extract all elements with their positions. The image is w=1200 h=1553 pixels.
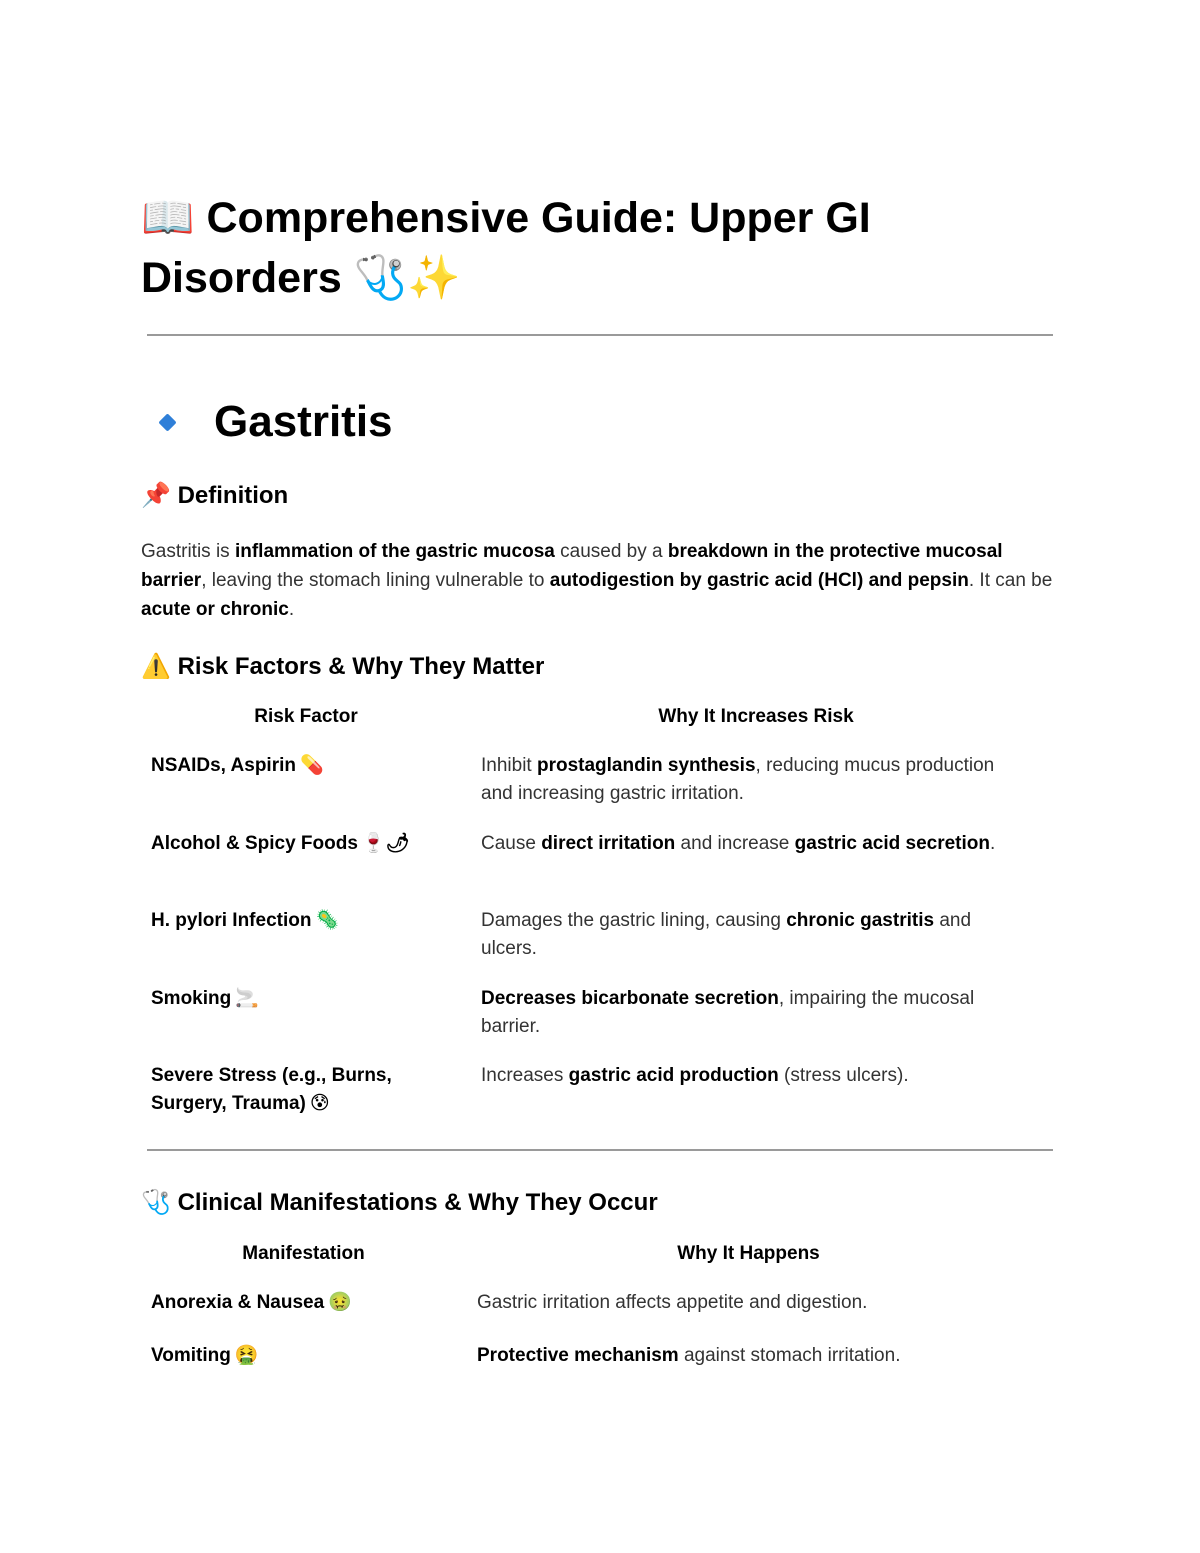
definition-paragraph xyxy=(141,537,1056,624)
definition-bold-text: inflammation of the gastric mucosa xyxy=(234,541,555,562)
risk-factor-name: H. pylori Infection xyxy=(151,910,312,931)
risk-factor-reason xyxy=(481,985,1001,1041)
page-title xyxy=(141,188,1056,308)
manifestation-name: Anorexia & Nausea xyxy=(151,1292,325,1313)
reason-text: Cause xyxy=(481,833,542,854)
cigarette-icon: 🚬 xyxy=(235,988,259,1009)
definition-text: Gastritis is xyxy=(141,541,235,562)
reason-text: (stress ulcers). xyxy=(778,1065,909,1086)
reason-bold-text: Protective mechanism xyxy=(477,1345,679,1366)
page-title-text: Comprehensive Guide: Upper GI Disorders xyxy=(141,194,871,302)
definition-bold-text: autodigestion by gastric acid (HCl) and pepsin xyxy=(549,570,969,591)
sparkles-icon: ✨ xyxy=(407,254,461,302)
reason-text: Inhibit xyxy=(481,755,537,776)
manifestation-reason xyxy=(477,1289,1037,1317)
clinical-heading xyxy=(141,1187,658,1219)
reason-bold-text: gastric acid secretion xyxy=(794,833,991,854)
risk-factor-reason xyxy=(481,907,1011,963)
risk-factors-heading xyxy=(141,651,544,683)
reason-text: Damages the gastric lining, causing xyxy=(481,910,787,931)
table-header-manifestation: Manifestation xyxy=(242,1243,365,1264)
reason-bold-text: chronic gastritis xyxy=(786,910,935,931)
pill-icon: 💊 xyxy=(300,755,324,776)
divider xyxy=(147,334,1053,336)
table-header-why: Why It Increases Risk xyxy=(658,706,854,727)
risk-factor-name: Severe Stress (e.g., Burns, Surgery, Trauma) xyxy=(151,1065,392,1114)
table-row xyxy=(151,1342,451,1370)
reason-bold-text: prostaglandin synthesis xyxy=(536,755,756,776)
risk-factor-name: Alcohol & Spicy Foods xyxy=(151,833,358,854)
warning-icon: ⚠️ xyxy=(141,653,171,680)
table-header-risk-factor: Risk Factor xyxy=(254,706,358,727)
risk-factor-name: NSAIDs, Aspirin xyxy=(151,755,296,776)
clinical-heading-text: Clinical Manifestations & Why They Occur xyxy=(177,1189,658,1216)
table-row xyxy=(151,752,451,780)
risk-factor-reason xyxy=(481,1062,1021,1090)
table-row xyxy=(151,830,461,858)
section-title xyxy=(157,394,393,450)
definition-heading xyxy=(141,480,288,512)
reason-text: , reducing mucus production and increasing gastric irritation. xyxy=(481,755,995,804)
stethoscope-icon: 🩺 xyxy=(353,254,408,302)
nauseated-face-icon: 🤢 xyxy=(328,1292,352,1313)
risk-factor-name: Smoking xyxy=(151,988,232,1009)
stethoscope-icon: 🩺 xyxy=(141,1189,171,1216)
definition-heading-text: Definition xyxy=(177,482,289,509)
reason-bold-text: Decreases bicarbonate secretion xyxy=(481,988,779,1009)
definition-bold-text: acute or chronic xyxy=(141,599,289,620)
reason-text: Increases xyxy=(481,1065,569,1086)
wine-chili-icon: 🍷🌶 xyxy=(361,833,410,854)
risk-factor-reason xyxy=(481,752,1001,808)
divider xyxy=(147,1149,1053,1151)
reason-text: Gastric irritation affects appetite and digestion. xyxy=(477,1292,868,1313)
blue-diamond-icon xyxy=(158,413,176,431)
open-book-icon: 📖 xyxy=(141,194,195,242)
reason-text: . xyxy=(990,833,996,854)
reason-bold-text: direct irritation xyxy=(541,833,676,854)
reason-text: and increase xyxy=(675,833,795,854)
pushpin-icon: 📌 xyxy=(141,482,171,509)
manifestation-reason xyxy=(477,1342,1037,1370)
table-row xyxy=(151,907,451,935)
anxious-face-icon: 😰 xyxy=(309,1093,330,1114)
reason-text: against stomach irritation. xyxy=(678,1345,901,1366)
table-row xyxy=(151,1062,451,1118)
vomiting-face-icon: 🤮 xyxy=(234,1345,259,1366)
definition-text: caused by a xyxy=(554,541,668,562)
table-header-why-happens: Why It Happens xyxy=(677,1243,820,1264)
reason-text: , impairing the mucosal barrier. xyxy=(481,988,975,1037)
risk-factor-reason xyxy=(481,830,1001,858)
definition-text: , leaving the stomach lining vulnerable to xyxy=(201,570,550,591)
risk-factors-heading-text: Risk Factors & Why They Matter xyxy=(177,653,545,680)
microbe-icon: 🦠 xyxy=(315,910,340,931)
reason-bold-text: gastric acid production xyxy=(568,1065,779,1086)
table-row xyxy=(151,985,451,1013)
definition-bold-text: breakdown in the protective mucosal barrier xyxy=(141,541,1003,591)
reason-text: and ulcers. xyxy=(481,910,972,959)
manifestation-name: Vomiting xyxy=(151,1345,231,1366)
definition-text: . xyxy=(288,599,295,620)
table-row xyxy=(151,1289,451,1317)
section-title-text: Gastritis xyxy=(214,397,393,446)
definition-text: . It can be xyxy=(968,570,1053,591)
